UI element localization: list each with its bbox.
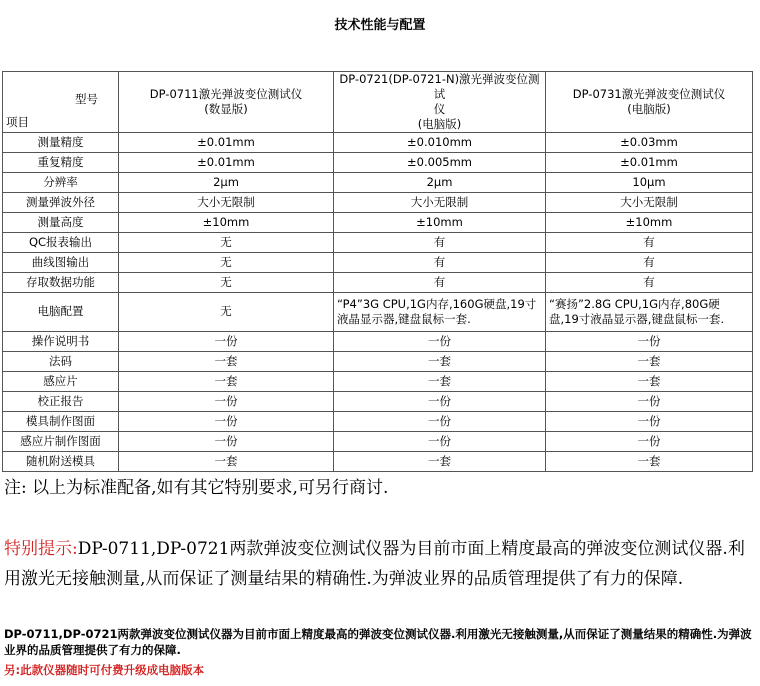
row-label: 感应片	[3, 371, 119, 391]
table-cell: “P4”3G CPU,1G内存,160G硬盘,19寸液晶显示器,键盘鼠标一套.	[334, 292, 546, 331]
table-header-row	[3, 72, 753, 133]
table-row	[3, 411, 753, 431]
spec-table	[2, 71, 753, 472]
table-cell: 有	[334, 272, 546, 292]
row-label: 重复精度	[3, 152, 119, 172]
table-cell: 一份	[119, 431, 334, 451]
table-cell: 10μm	[546, 172, 753, 192]
table-cell: 2μm	[334, 172, 546, 192]
table-cell: 一份	[546, 331, 753, 351]
table-row	[3, 192, 753, 212]
table-cell: 一份	[334, 431, 546, 451]
table-cell: 一套	[546, 371, 753, 391]
corner-item-label: 项目	[6, 114, 29, 129]
table-cell: 一套	[334, 451, 546, 471]
table-cell: 有	[546, 232, 753, 252]
table-row	[3, 132, 753, 152]
row-label: 曲线图输出	[3, 252, 119, 272]
table-cell: “赛扬”2.8G CPU,1G内存,80G硬盘,19寸液晶显示器,键盘鼠标一套.	[546, 292, 753, 331]
table-cell: 无	[119, 232, 334, 252]
row-label: 测量弹波外径	[3, 192, 119, 212]
table-cell: 大小无限制	[119, 192, 334, 212]
table-row	[3, 431, 753, 451]
row-label: QC报表输出	[3, 232, 119, 252]
special-notice	[4, 534, 756, 594]
table-cell: 一套	[334, 371, 546, 391]
table-cell: 有	[334, 252, 546, 272]
model-header-dp0721: DP-0721(DP-0721-N)激光弹波变位测试 仪 (电脑版)	[334, 72, 546, 133]
table-cell: ±10mm	[334, 212, 546, 232]
table-cell: 一份	[119, 331, 334, 351]
table-cell: ±0.010mm	[334, 132, 546, 152]
row-label: 分辨率	[3, 172, 119, 192]
row-label: 随机附送模具	[3, 451, 119, 471]
special-notice-label: 特别提示:	[4, 539, 78, 559]
table-cell: 一套	[334, 351, 546, 371]
page-title: 技术性能与配置	[334, 18, 426, 33]
table-row	[3, 292, 753, 331]
table-cell: ±0.01mm	[119, 152, 334, 172]
table-row	[3, 351, 753, 371]
upgrade-note: 另:此款仪器随时可付费升级成电脑版本	[4, 663, 205, 677]
table-cell: 一份	[334, 331, 546, 351]
table-cell: 一套	[546, 451, 753, 471]
table-cell: 大小无限制	[334, 192, 546, 212]
row-label: 操作说明书	[3, 331, 119, 351]
table-cell: 一套	[119, 351, 334, 371]
table-row	[3, 331, 753, 351]
corner-cell	[3, 72, 119, 133]
table-row	[3, 252, 753, 272]
table-cell: 一套	[119, 371, 334, 391]
row-label: 存取数据功能	[3, 272, 119, 292]
table-cell: 一份	[546, 391, 753, 411]
table-cell: 一份	[546, 411, 753, 431]
row-label: 法码	[3, 351, 119, 371]
table-cell: 无	[119, 272, 334, 292]
table-cell: 有	[334, 232, 546, 252]
standard-config-note: 注: 以上为标准配备,如有其它特别要求,可另行商讨.	[4, 478, 389, 498]
model-header-dp0731: DP-0731激光弹波变位测试仪 (电脑版)	[546, 72, 753, 133]
table-cell: 一份	[119, 411, 334, 431]
table-cell: 2μm	[119, 172, 334, 192]
table-row	[3, 232, 753, 252]
table-row	[3, 391, 753, 411]
corner-model-label: 型号	[75, 92, 98, 106]
special-notice-text: DP-0711,DP-0721两款弹波变位测试仪器为目前市面上精度最高的弹波变位测试仪器.利用激光无接触测量,从而保证了测量结果的精确性.为弹波业界的品质管理提供了有力的保障.	[4, 539, 745, 589]
row-label: 感应片制作图面	[3, 431, 119, 451]
table-cell: ±10mm	[119, 212, 334, 232]
table-row	[3, 212, 753, 232]
table-cell: 有	[546, 252, 753, 272]
row-label: 测量高度	[3, 212, 119, 232]
table-cell: 一份	[546, 431, 753, 451]
summary-text: DP-0711,DP-0721两款弹波变位测试仪器为目前市面上精度最高的弹波变位测试仪器.利用激光无接触测量,从而保证了测量结果的精确性.为弹波业界的品质管理提供了有力的保障.	[4, 627, 752, 657]
table-cell: ±0.005mm	[334, 152, 546, 172]
model-header-dp0711: DP-0711激光弹波变位测试仪 (数显版)	[119, 72, 334, 133]
table-cell: ±10mm	[546, 212, 753, 232]
table-cell: 无	[119, 292, 334, 331]
table-cell: ±0.01mm	[546, 152, 753, 172]
table-cell: 一份	[119, 391, 334, 411]
table-row	[3, 371, 753, 391]
table-cell: 一份	[334, 391, 546, 411]
table-cell: ±0.03mm	[546, 132, 753, 152]
table-row	[3, 451, 753, 471]
table-cell: 有	[546, 272, 753, 292]
table-row	[3, 152, 753, 172]
table-cell: 一套	[546, 351, 753, 371]
table-cell: 无	[119, 252, 334, 272]
table-cell: 大小无限制	[546, 192, 753, 212]
table-cell: 一套	[119, 451, 334, 471]
row-label: 电脑配置	[3, 292, 119, 331]
row-label: 校正报告	[3, 391, 119, 411]
table-row	[3, 272, 753, 292]
table-row	[3, 172, 753, 192]
row-label: 测量精度	[3, 132, 119, 152]
table-cell: 一份	[334, 411, 546, 431]
row-label: 模具制作图面	[3, 411, 119, 431]
table-cell: ±0.01mm	[119, 132, 334, 152]
